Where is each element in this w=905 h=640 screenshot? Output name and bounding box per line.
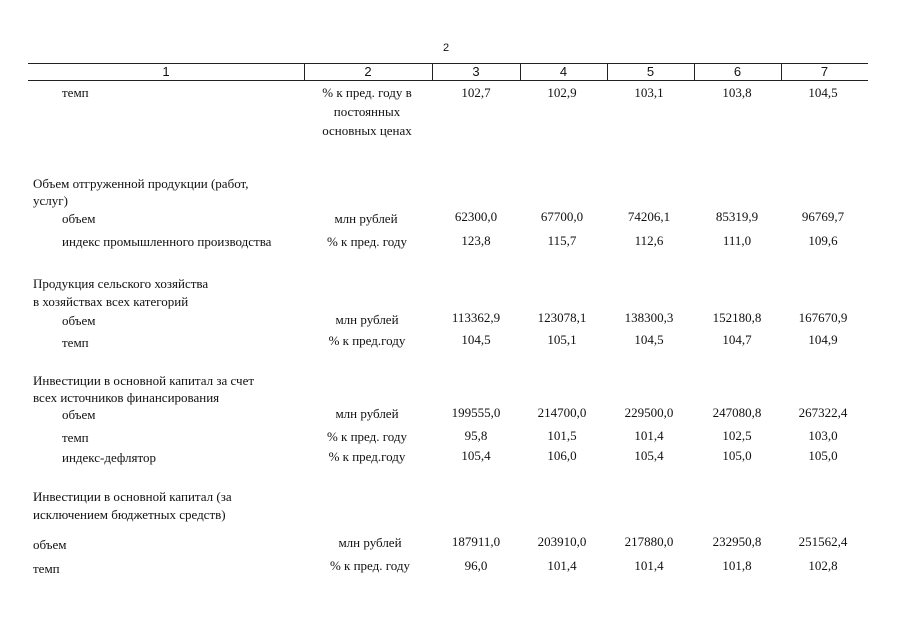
- value-cell: 102,7: [461, 85, 491, 100]
- row-label: объем: [33, 537, 67, 552]
- header-col-5: 5: [646, 64, 655, 79]
- value-cell: 103,8: [722, 85, 752, 100]
- row-label: темп: [62, 430, 89, 445]
- value-cell: 103,0: [808, 428, 838, 443]
- value-cell: 187911,0: [451, 534, 501, 549]
- value-cell: 104,7: [722, 332, 752, 347]
- value-cell: 104,9: [808, 332, 838, 347]
- value-cell: 67700,0: [540, 209, 584, 224]
- header-col-4: 4: [559, 64, 568, 79]
- row-label: темп: [62, 85, 89, 100]
- value-cell: 247080,8: [712, 405, 762, 420]
- value-cell: 267322,4: [798, 405, 848, 420]
- value-cell: 102,5: [722, 428, 752, 443]
- value-cell: 96,0: [464, 558, 488, 573]
- section-title: в хозяйствах всех категорий: [33, 294, 189, 309]
- value-cell: 102,9: [547, 85, 577, 100]
- value-cell: 109,6: [808, 233, 838, 248]
- value-cell: 115,7: [547, 233, 577, 248]
- row-label: объем: [62, 313, 96, 328]
- value-cell: 105,4: [634, 448, 664, 463]
- header-col-7: 7: [820, 64, 829, 79]
- section-title: Объем отгруженной продукции (работ,: [33, 176, 249, 191]
- value-cell: 85319,9: [715, 209, 759, 224]
- row-unit: млн рублей: [335, 312, 399, 327]
- value-cell: 167670,9: [798, 310, 848, 325]
- section-title: Инвестиции в основной капитал (за: [33, 489, 232, 504]
- value-cell: 102,8: [808, 558, 838, 573]
- value-cell: 232950,8: [712, 534, 762, 549]
- section-title: услуг): [33, 193, 68, 208]
- value-cell: 138300,3: [624, 310, 674, 325]
- value-cell: 251562,4: [798, 534, 848, 549]
- value-cell: 95,8: [464, 428, 488, 443]
- header-col-6: 6: [733, 64, 742, 79]
- value-cell: 103,1: [634, 85, 664, 100]
- value-cell: 101,4: [634, 428, 664, 443]
- value-cell: 229500,0: [624, 405, 674, 420]
- value-cell: 96769,7: [801, 209, 845, 224]
- value-cell: 104,5: [808, 85, 838, 100]
- row-label: темп: [62, 335, 89, 350]
- value-cell: 104,5: [461, 332, 491, 347]
- row-label: индекс промышленного производства: [62, 234, 272, 249]
- row-unit: % к пред.году: [328, 449, 406, 464]
- value-cell: 104,5: [634, 332, 664, 347]
- value-cell: 203910,0: [537, 534, 587, 549]
- section-title: исключением бюджетных средств): [33, 507, 226, 522]
- value-cell: 106,0: [547, 448, 577, 463]
- row-unit: % к пред.году: [328, 333, 406, 348]
- value-cell: 123078,1: [537, 310, 587, 325]
- value-cell: 112,6: [634, 233, 664, 248]
- row-unit: млн рублей: [338, 535, 402, 550]
- value-cell: 113362,9: [451, 310, 501, 325]
- row-label: темп: [33, 561, 60, 576]
- page-number: 2: [443, 42, 450, 54]
- value-cell: 217880,0: [624, 534, 674, 549]
- row-label: объем: [62, 211, 96, 226]
- value-cell: 101,4: [634, 558, 664, 573]
- header-col-2: 2: [364, 64, 372, 79]
- value-cell: 111,0: [722, 233, 752, 248]
- value-cell: 74206,1: [627, 209, 671, 224]
- value-cell: 152180,8: [712, 310, 762, 325]
- row-unit: млн рублей: [335, 406, 399, 421]
- value-cell: 101,4: [547, 558, 577, 573]
- header-col-1: 1: [162, 64, 170, 79]
- value-cell: 123,8: [461, 233, 491, 248]
- header-col-3: 3: [472, 64, 480, 79]
- value-cell: 101,5: [547, 428, 577, 443]
- header-bottom-rule: [28, 80, 868, 81]
- row-unit: % к пред. году: [326, 234, 408, 249]
- section-title: Инвестиции в основной капитал за счет: [33, 373, 255, 388]
- value-cell: 105,4: [461, 448, 491, 463]
- value-cell: 214700,0: [537, 405, 587, 420]
- row-label: объем: [62, 407, 96, 422]
- row-unit: % к пред. году: [326, 429, 408, 444]
- value-cell: 199555,0: [451, 405, 501, 420]
- row-label: индекс-дефлятор: [62, 450, 157, 465]
- row-unit: % к пред. году в постоянных основных ценах: [322, 85, 412, 138]
- value-cell: 105,0: [808, 448, 838, 463]
- value-cell: 62300,0: [454, 209, 498, 224]
- row-unit: млн рублей: [334, 211, 398, 226]
- value-cell: 101,8: [722, 558, 752, 573]
- section-title: Продукция сельского хозяйства: [33, 276, 209, 291]
- section-title: всех источников финансирования: [33, 390, 220, 405]
- row-unit: % к пред. году: [329, 558, 411, 573]
- value-cell: 105,1: [547, 332, 577, 347]
- value-cell: 105,0: [722, 448, 752, 463]
